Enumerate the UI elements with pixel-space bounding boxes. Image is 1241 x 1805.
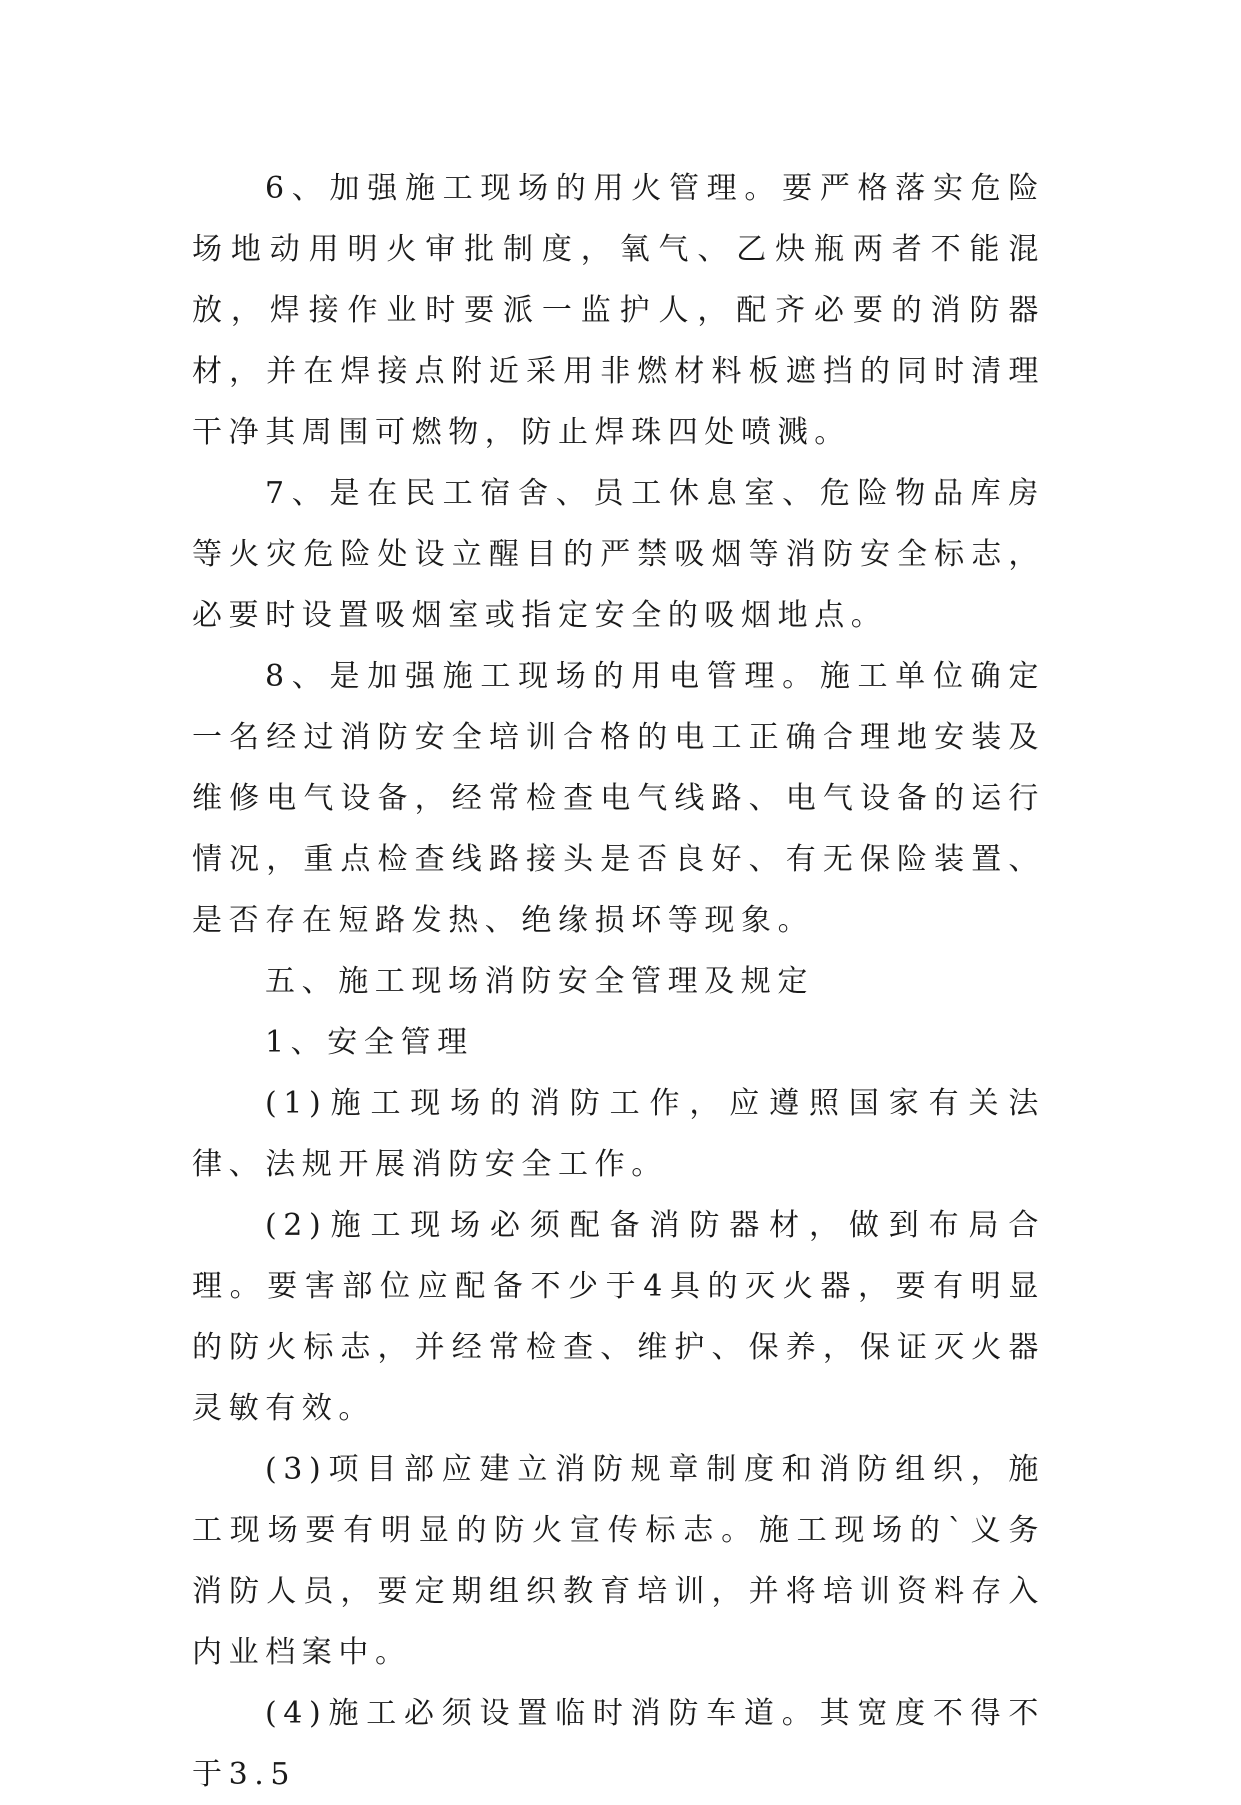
paragraph-electricity-management: 8、是加强施工现场的用电管理。施工单位确定一名经过消防安全培训合格的电工正确合理地安装及维修电气设备，经常检查电气线路、电气设备的运行情况，重点检查线路接头是否良好、有无保险装置、是否存在短路发热、绝缘损坏等现象。 xyxy=(192,659,1045,938)
paragraph-item-2: (2)施工现场必须配备消防器材，做到布局合理。要害部位应配备不少于4具的灭火器，要有明显的防火标志，并经常检查、维护、保养，保证灭火器灵敏有效。 xyxy=(192,1208,1045,1426)
subsection-heading-safety-management: 1、安全管理 xyxy=(265,1025,474,1060)
section-heading-fire-safety: 五、施工现场消防安全管理及规定 xyxy=(265,964,814,999)
paragraph-item-4: (4)施工必须设置临时消防车道。其宽度不得不于3.5 xyxy=(192,1696,1045,1792)
paragraph-fire-use-management: 6、加强施工现场的用火管理。要严格落实危险场地动用明火审批制度，氧气、乙炔瓶两者不能混放，焊接作业时要派一监护人，配齐必要的消防器材，并在焊接点附近采用非燃材料板遮挡的同时清理干净其周围可燃物，防止焊珠四处喷溅。 xyxy=(192,171,1045,450)
document-page xyxy=(192,158,1045,1805)
paragraph-no-smoking-signs: 7、是在民工宿舍、员工休息室、危险物品库房等火灾危险处设立醒目的严禁吸烟等消防安全标志，必要时设置吸烟室或指定安全的吸烟地点。 xyxy=(192,476,1045,633)
paragraph-item-1: (1)施工现场的消防工作，应遵照国家有关法律、法规开展消防安全工作。 xyxy=(192,1086,1045,1182)
paragraph-item-3: (3)项目部应建立消防规章制度和消防组织，施工现场要有明显的防火宣传标志。施工现场的`义务消防人员，要定期组织教育培训，并将培训资料存入内业档案中。 xyxy=(192,1452,1045,1670)
